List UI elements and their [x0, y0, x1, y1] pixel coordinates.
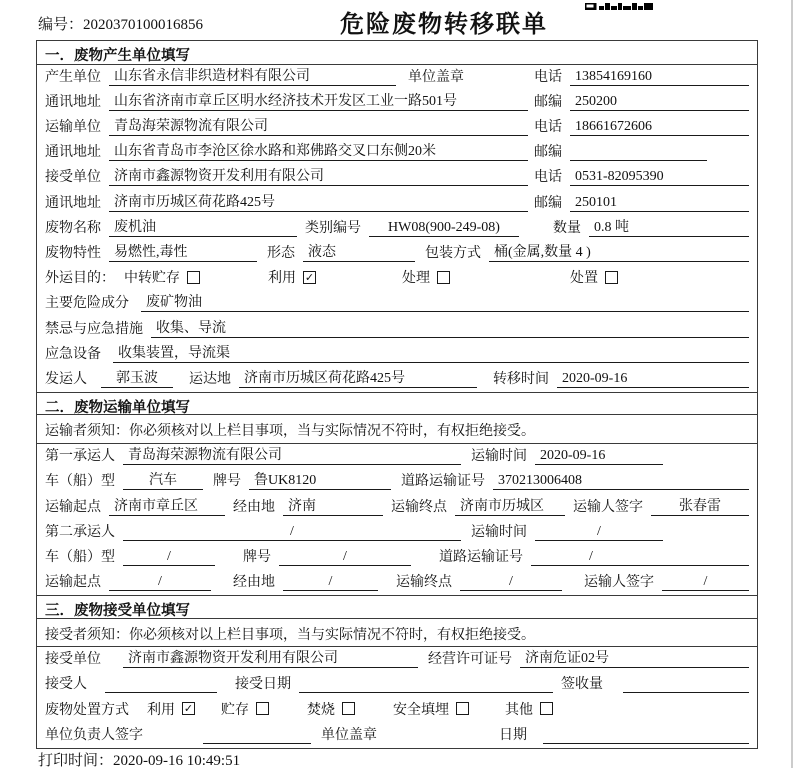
- row-left: [45, 140, 534, 161]
- print-time-label: 打印时间：: [38, 753, 114, 769]
- vehicle-type2-value: /: [123, 549, 215, 566]
- row-left: [45, 165, 534, 186]
- checkbox-label: 利用: [147, 702, 175, 718]
- transporter-phone-value: 18661672606: [570, 119, 749, 136]
- form-row-waste-props: [37, 241, 757, 266]
- carrier2-label: 第二承运人: [45, 524, 115, 540]
- origin-value: 济南市章丘区: [109, 495, 225, 516]
- waste-props-value: 易燃性,毒性: [109, 241, 257, 262]
- waste-name-label: 废物名称: [45, 220, 101, 236]
- producer-label: 产生单位: [45, 69, 101, 85]
- form-row-carrier2: [37, 520, 757, 545]
- accept-unit-label: 接受单位: [45, 652, 101, 668]
- checkbox-label: 中转贮存: [124, 271, 180, 287]
- date-value: [543, 727, 749, 744]
- business-license-value: 济南危证02号: [520, 647, 749, 668]
- road-cert-label: 道路运输证号: [439, 549, 523, 565]
- zip-label: 邮编: [534, 94, 562, 110]
- disposal-label: 废物处置方式: [45, 702, 129, 718]
- page-title: 危险废物转移联单: [340, 12, 548, 38]
- checkbox-checked-icon: ✓: [183, 702, 194, 716]
- purpose-option-transfer-storage: [124, 267, 200, 287]
- disposal-option-incinerate: [307, 699, 355, 719]
- road-cert-value: 370213006408: [493, 473, 749, 490]
- hazard-value: 废矿物油: [141, 291, 749, 312]
- receiver-address-value: 济南市历城区荷花路425号: [109, 191, 528, 212]
- form-row-carrier1: [37, 444, 757, 469]
- checkbox-label: 焚烧: [307, 702, 335, 718]
- purpose-label: 外运目的：: [45, 271, 115, 287]
- origin2-value: /: [109, 574, 211, 591]
- receiver-value: 济南市鑫源物资开发利用有限公司: [109, 165, 528, 186]
- transporter-label: 运输单位: [45, 120, 101, 136]
- carrier1-label: 第一承运人: [45, 449, 115, 465]
- terminus2-value: /: [460, 574, 562, 591]
- address-label: 通讯地址: [45, 145, 101, 161]
- terminus-label: 运输终点: [396, 575, 452, 591]
- zip-label: 邮编: [534, 195, 562, 211]
- checkbox-icon: [456, 702, 469, 715]
- disposal-option-utilize: [147, 699, 195, 719]
- responsible-sign-label: 单位负责人签字: [45, 727, 143, 743]
- form-row-transporter: [37, 115, 757, 140]
- packing-label: 包装方式: [425, 246, 481, 261]
- carrier-sign-value: 张春雷: [651, 495, 749, 516]
- form-row-route2: [37, 570, 757, 595]
- road-cert2-value: /: [531, 549, 651, 566]
- origin-label: 运输起点: [45, 499, 101, 515]
- transporter-value: 青岛海荣源物流有限公司: [109, 115, 528, 136]
- print-time: [38, 749, 240, 770]
- checkbox-icon: [540, 702, 553, 715]
- waste-transfer-form: [36, 40, 758, 749]
- form-row-vehicle1: [37, 469, 757, 494]
- phone-label: 电话: [534, 120, 562, 136]
- vehicle-type-label: 车（船）型: [45, 549, 115, 565]
- form-row-acceptor: [37, 672, 757, 697]
- plate-label: 牌号: [213, 474, 241, 490]
- equipment-label: 应急设备: [45, 346, 101, 362]
- dispatcher-value: 郭玉波: [101, 367, 173, 388]
- accept-unit-value: 济南市鑫源物资开发利用有限公司: [123, 647, 418, 668]
- form-row-route1: [37, 494, 757, 519]
- acceptor-value: [105, 676, 217, 693]
- carrier2-value: /: [123, 524, 461, 541]
- transfer-time-label: 转移时间: [493, 371, 549, 387]
- carrier-sign-label: 运输人签字: [584, 575, 654, 591]
- checkbox-icon: [187, 271, 200, 284]
- zip-label: 邮编: [534, 145, 562, 161]
- responsible-sign-value: [203, 727, 311, 744]
- row-right: [534, 192, 749, 212]
- vehicle-type-value: 汽车: [123, 469, 203, 490]
- measures-value: 收集、导流: [151, 317, 749, 338]
- form-row-receiver-address: [37, 190, 757, 215]
- carrier1-value: 青岛海荣源物流有限公司: [123, 444, 461, 465]
- form-row-equipment: [37, 342, 757, 367]
- unit-seal-label: 单位盖章: [321, 727, 377, 743]
- transfer-time-value: 2020-09-16: [557, 371, 749, 388]
- address-label: 通讯地址: [45, 94, 101, 110]
- checkbox-label: 利用: [268, 271, 296, 287]
- measures-label: 禁忌与应急措施: [45, 321, 143, 337]
- equipment-value: 收集装置，导流渠: [113, 342, 749, 363]
- terminus-value: 济南市历城区: [455, 495, 565, 516]
- window-edge-divider: [791, 0, 793, 768]
- checkbox-checked-icon: ✓: [304, 270, 315, 284]
- row-left: [45, 191, 534, 212]
- transporter-address-value: 山东省青岛市李沧区徐水路和郑佛路交叉口东侧20米: [109, 140, 528, 161]
- waste-props-label: 废物特性: [45, 246, 101, 261]
- form-row-dispatch: [37, 367, 757, 392]
- waste-code-label: 类别编号: [305, 220, 361, 236]
- via2-value: /: [283, 574, 378, 591]
- via-value: 济南: [283, 495, 383, 516]
- form-row-receiver: [37, 165, 757, 190]
- row-left: [45, 65, 534, 86]
- row-right: [534, 91, 749, 111]
- section3-header: 三．废物接受单位填写: [37, 595, 757, 619]
- address-label: 通讯地址: [45, 195, 101, 211]
- form-row-hazard: [37, 291, 757, 316]
- print-time-value: 2020-09-16 10:49:51: [113, 753, 241, 769]
- purpose-option-dispose: [570, 267, 618, 287]
- checkbox-label: 处置: [570, 271, 598, 287]
- origin-label: 运输起点: [45, 575, 101, 591]
- via-label: 经由地: [233, 575, 275, 591]
- terminus-label: 运输终点: [391, 499, 447, 515]
- accept-date-label: 接受日期: [235, 677, 291, 693]
- phone-label: 电话: [534, 170, 562, 186]
- serial-label: 编号：: [38, 17, 84, 33]
- section2-header: 二．废物运输单位填写: [37, 392, 757, 416]
- checkbox-icon: [342, 702, 355, 715]
- section3-notice: 接受者须知：你必须核对以上栏目事项，当与实际情况不符时，有权拒绝接受。: [37, 619, 757, 648]
- receiver-phone-value: 0531-82095390: [570, 169, 749, 186]
- form-row-vehicle2: [37, 545, 757, 570]
- row-left: [45, 90, 534, 111]
- row-right: [534, 116, 749, 136]
- received-qty-value: [623, 676, 749, 693]
- disposal-option-other: [505, 699, 553, 719]
- plate-value: 鲁UK8120: [249, 469, 391, 490]
- road-cert-label: 道路运输证号: [401, 474, 485, 490]
- form-row-transporter-address: [37, 140, 757, 165]
- purpose-option-utilize: [268, 267, 316, 287]
- received-qty-label: 签收量: [561, 677, 603, 693]
- checkbox-label: 贮存: [221, 702, 249, 718]
- form-row-producer: [37, 65, 757, 90]
- disposal-option-store: [221, 699, 269, 719]
- carrier-sign-label: 运输人签字: [573, 499, 643, 515]
- date-label: 日期: [499, 727, 527, 743]
- section1-header: 一．废物产生单位填写: [37, 41, 757, 65]
- producer-address-value: 山东省济南市章丘区明水经济技术开发区工业一路501号: [109, 90, 528, 111]
- transport-time-label: 运输时间: [471, 524, 527, 540]
- plate2-value: /: [279, 549, 411, 566]
- destination-label: 运达地: [189, 371, 231, 387]
- receiver-label: 接受单位: [45, 170, 101, 186]
- purpose-option-treat: [402, 267, 450, 287]
- row-right: [534, 66, 749, 86]
- waste-code-value: HW08(900-249-08): [369, 220, 519, 237]
- road-cert2-line: [651, 549, 749, 566]
- form-row-waste-name: [37, 216, 757, 241]
- qr-code-fragment-icon: [585, 0, 653, 10]
- transport-time2-value: /: [535, 524, 663, 541]
- acceptor-label: 接受人: [45, 677, 87, 693]
- packing-value: 桶(金属,数量 4 ): [489, 241, 749, 262]
- row-left: [45, 115, 534, 136]
- form-row-purpose: [37, 266, 757, 291]
- serial-value: 2020370100016856: [83, 17, 204, 33]
- carrier-sign2-value: /: [662, 574, 749, 591]
- via-label: 经由地: [233, 499, 275, 515]
- waste-form-label: 形态: [267, 246, 295, 261]
- row-right: [534, 141, 749, 161]
- checkbox-label: 其他: [505, 702, 533, 718]
- producer-phone-value: 13854169160: [570, 69, 749, 86]
- waste-name-value: 废机油: [109, 216, 297, 237]
- unit-seal-label: 单位盖章: [408, 69, 464, 85]
- dispatcher-label: 发运人: [45, 371, 87, 387]
- plate-label: 牌号: [243, 549, 271, 565]
- destination-value: 济南市历城区荷花路425号: [239, 367, 477, 388]
- transport-time-value: 2020-09-16: [535, 448, 663, 465]
- form-row-responsible-sign: [37, 723, 757, 748]
- receiver-zip-value: 250101: [570, 195, 749, 212]
- business-license-label: 经营许可证号: [428, 652, 512, 668]
- checkbox-icon: [256, 702, 269, 715]
- disposal-option-landfill: [393, 699, 469, 719]
- hazard-label: 主要危险成分: [45, 296, 129, 312]
- form-row-disposal: [37, 697, 757, 722]
- form-row-accept-unit: [37, 647, 757, 672]
- vehicle-type-label: 车（船）型: [45, 474, 115, 490]
- waste-qty-label: 数量: [553, 220, 581, 236]
- accept-date-value: [299, 676, 553, 693]
- checkbox-icon: [437, 271, 450, 284]
- waste-form-value: 液态: [303, 241, 415, 262]
- producer-value: 山东省永信非织造材料有限公司: [109, 65, 396, 86]
- phone-label: 电话: [534, 69, 562, 85]
- form-row-measures: [37, 316, 757, 341]
- transporter-zip-value: [570, 144, 707, 161]
- section2-notice: 运输者须知：你必须核对以上栏目事项，当与实际情况不符时，有权拒绝接受。: [37, 415, 757, 444]
- row-right: [534, 166, 749, 186]
- transport-time-label: 运输时间: [471, 449, 527, 465]
- checkbox-label: 安全填埋: [393, 702, 449, 718]
- checkbox-label: 处理: [402, 271, 430, 287]
- checkbox-icon: [605, 271, 618, 284]
- producer-zip-value: 250200: [570, 94, 749, 111]
- form-row-producer-address: [37, 90, 757, 115]
- waste-qty-value: 0.8 吨: [589, 216, 749, 237]
